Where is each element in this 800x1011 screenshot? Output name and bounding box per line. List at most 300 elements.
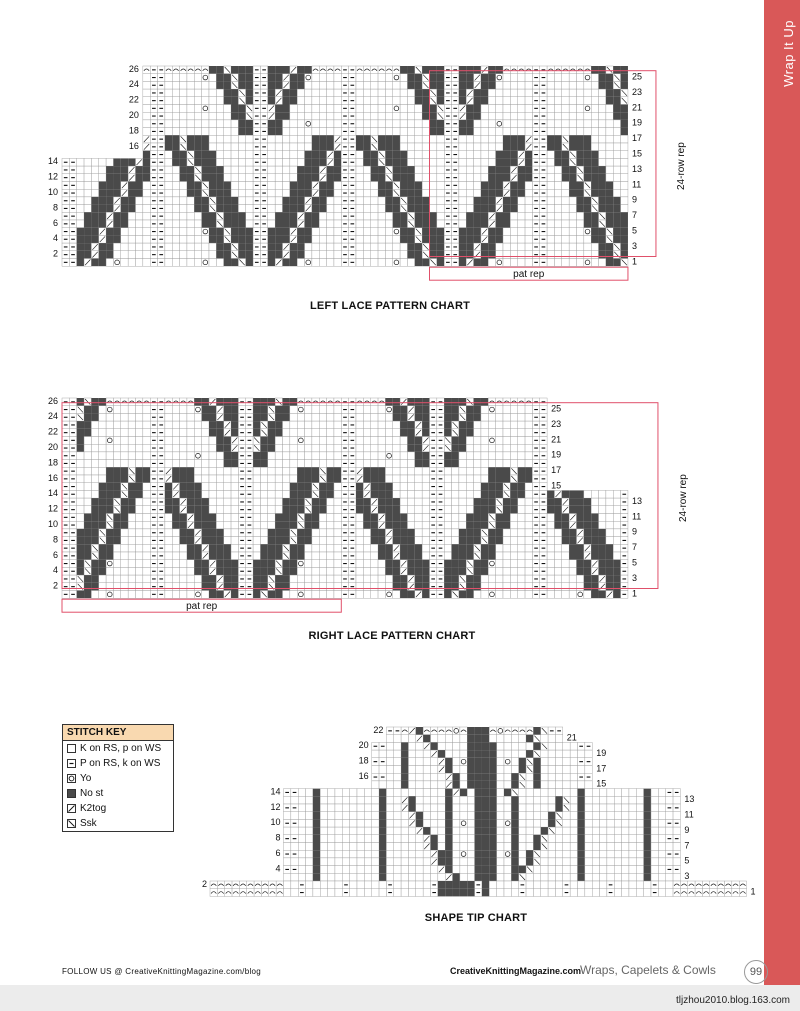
no-stitch-cell [393, 529, 400, 537]
grid-cell [518, 498, 525, 506]
grid-cell [407, 259, 414, 267]
no-stitch-cell [407, 529, 414, 537]
grid-cell [180, 220, 187, 228]
grid-cell [334, 235, 341, 243]
grid-cell [246, 143, 253, 151]
grid-cell [503, 74, 510, 82]
grid-cell [525, 228, 532, 236]
grid-cell [408, 758, 415, 766]
no-stitch-cell [591, 228, 598, 236]
grid-cell [187, 567, 194, 575]
grid-cell [99, 444, 106, 452]
grid-cell [136, 251, 143, 259]
grid-cell [238, 189, 245, 197]
no-stitch-cell [113, 174, 120, 182]
grid-cell [518, 506, 525, 514]
no-stitch-cell [489, 750, 496, 758]
no-stitch-cell [525, 166, 532, 174]
no-stitch-cell [613, 105, 620, 113]
grid-cell [106, 259, 113, 267]
no-stitch-cell [562, 537, 569, 545]
grid-cell [400, 105, 407, 113]
grid-cell [216, 259, 223, 267]
grid-cell [488, 567, 495, 575]
grid-cell [385, 251, 392, 259]
no-stitch-cell [283, 66, 290, 74]
grid-cell [407, 120, 414, 128]
grid-cell [459, 189, 466, 197]
grid-cell [165, 151, 172, 159]
grid-cell [290, 135, 297, 143]
no-stitch-cell [525, 467, 532, 475]
grid-cell [606, 521, 613, 529]
no-stitch-cell [415, 398, 422, 406]
grid-cell [297, 429, 304, 437]
grid-cell [334, 97, 341, 105]
grid-cell [319, 243, 326, 251]
grid-cell [518, 413, 525, 421]
no-stitch-cell [91, 220, 98, 228]
grid-cell [356, 235, 363, 243]
grid-cell [394, 750, 401, 758]
no-stitch-cell [136, 483, 143, 491]
no-stitch-cell [297, 66, 304, 74]
grid-cell [591, 74, 598, 82]
no-stitch-cell [275, 243, 282, 251]
no-stitch-cell [599, 544, 606, 552]
grid-cell [143, 483, 150, 491]
grid-cell [180, 89, 187, 97]
grid-cell [488, 421, 495, 429]
grid-cell [503, 529, 510, 537]
no-stitch-cell [363, 151, 370, 159]
grid-cell [113, 413, 120, 421]
grid-cell [363, 583, 370, 591]
grid-cell [554, 97, 561, 105]
grid-cell [319, 220, 326, 228]
no-stitch-cell [481, 251, 488, 259]
no-stitch-cell [453, 773, 460, 781]
grid-cell [599, 105, 606, 113]
grid-cell [327, 406, 334, 414]
grid-cell [393, 483, 400, 491]
no-stitch-cell [503, 158, 510, 166]
row-label-even: 20 [128, 109, 139, 120]
grid-cell [525, 429, 532, 437]
no-stitch-cell [584, 506, 591, 514]
grid-cell [431, 773, 438, 781]
row-label-even: 6 [52, 549, 58, 560]
grid-cell [319, 544, 326, 552]
grid-cell [91, 452, 98, 460]
no-stitch-cell [99, 212, 106, 220]
grid-cell [172, 66, 179, 74]
grid-cell [525, 452, 532, 460]
no-stitch-cell [415, 560, 422, 568]
grid-cell [437, 135, 444, 143]
no-stitch-cell [591, 220, 598, 228]
grid-cell [459, 498, 466, 506]
grid-cell [305, 251, 312, 259]
grid-cell [459, 212, 466, 220]
grid-cell [187, 259, 194, 267]
no-stitch-cell [231, 259, 238, 267]
grid-cell [327, 429, 334, 437]
grid-cell [496, 398, 503, 406]
no-stitch-cell [378, 475, 385, 483]
grid-cell [562, 544, 569, 552]
grid-cell [569, 591, 576, 599]
grid-cell [371, 89, 378, 97]
no-stitch-cell [84, 529, 91, 537]
grid-cell [474, 437, 481, 445]
grid-cell [283, 166, 290, 174]
grid-cell [577, 112, 584, 120]
grid-cell [312, 228, 319, 236]
grid-cell [143, 212, 150, 220]
grid-cell [511, 727, 518, 735]
grid-cell [84, 475, 91, 483]
no-stitch-cell [599, 81, 606, 89]
no-stitch-cell [459, 437, 466, 445]
grid-cell [128, 514, 135, 522]
grid-cell [283, 135, 290, 143]
grid-cell [504, 742, 511, 750]
no-stitch-cell [606, 189, 613, 197]
grid-cell [363, 460, 370, 468]
grid-cell [606, 105, 613, 113]
grid-cell [525, 591, 532, 599]
no-stitch-cell [459, 537, 466, 545]
grid-cell [356, 529, 363, 537]
grid-cell [444, 483, 451, 491]
no-stitch-cell [510, 483, 517, 491]
grid-cell [460, 727, 467, 735]
no-stitch-cell [363, 498, 370, 506]
no-stitch-cell [510, 135, 517, 143]
grid-cell [216, 135, 223, 143]
grid-cell [518, 444, 525, 452]
grid-cell [422, 135, 429, 143]
no-stitch-cell [136, 182, 143, 190]
no-stitch-cell [202, 567, 209, 575]
no-stitch-cell [613, 560, 620, 568]
grid-cell [165, 205, 172, 213]
grid-cell [393, 112, 400, 120]
no-stitch-cell [297, 189, 304, 197]
grid-cell [283, 467, 290, 475]
no-stitch-cell [481, 398, 488, 406]
no-stitch-cell [474, 97, 481, 105]
grid-cell [584, 490, 591, 498]
no-stitch-cell [91, 406, 98, 414]
grid-cell [172, 452, 179, 460]
grid-cell [187, 128, 194, 136]
no-stitch-cell [275, 521, 282, 529]
grid-cell [459, 197, 466, 205]
no-stitch-cell [584, 514, 591, 522]
grid-cell [334, 220, 341, 228]
grid-cell [459, 475, 466, 483]
grid-cell [319, 212, 326, 220]
no-stitch-cell [305, 235, 312, 243]
no-stitch-cell [577, 197, 584, 205]
no-stitch-cell [475, 766, 482, 774]
no-stitch-cell [569, 552, 576, 560]
no-stitch-cell [202, 529, 209, 537]
grid-cell [187, 398, 194, 406]
no-stitch-cell [503, 498, 510, 506]
no-stitch-cell [371, 151, 378, 159]
grid-cell [453, 758, 460, 766]
no-stitch-cell [253, 406, 260, 414]
grid-cell [393, 444, 400, 452]
grid-cell [621, 174, 628, 182]
grid-cell [128, 575, 135, 583]
no-stitch-cell [466, 74, 473, 82]
grid-cell [613, 166, 620, 174]
grid-cell [518, 112, 525, 120]
no-stitch-cell [400, 158, 407, 166]
grid-cell [84, 182, 91, 190]
grid-cell [496, 105, 503, 113]
no-stitch-cell [305, 66, 312, 74]
grid-cell [113, 552, 120, 560]
grid-cell [437, 174, 444, 182]
grid-cell [143, 205, 150, 213]
grid-cell [488, 259, 495, 267]
grid-cell [525, 205, 532, 213]
no-stitch-cell [407, 182, 414, 190]
no-stitch-cell [385, 483, 392, 491]
grid-cell [334, 74, 341, 82]
no-stitch-cell [489, 742, 496, 750]
grid-cell [312, 259, 319, 267]
grid-cell [363, 529, 370, 537]
grid-cell [283, 189, 290, 197]
grid-cell [393, 66, 400, 74]
no-stitch-cell [216, 81, 223, 89]
grid-cell [407, 151, 414, 159]
grid-cell [363, 575, 370, 583]
no-stitch-cell [467, 750, 474, 758]
no-stitch-cell [231, 97, 238, 105]
grid-cell [488, 89, 495, 97]
grid-cell [511, 758, 518, 766]
grid-cell [283, 444, 290, 452]
grid-cell [562, 128, 569, 136]
no-stitch-cell [385, 552, 392, 560]
grid-cell [319, 81, 326, 89]
no-stitch-cell [466, 105, 473, 113]
grid-cell [268, 166, 275, 174]
no-stitch-cell [268, 398, 275, 406]
grid-cell [466, 467, 473, 475]
no-stitch-cell [231, 105, 238, 113]
no-stitch-cell [99, 544, 106, 552]
grid-cell [356, 413, 363, 421]
grid-cell [363, 220, 370, 228]
shape-tip-grid [190, 722, 760, 907]
grid-cell [275, 452, 282, 460]
grid-cell [437, 212, 444, 220]
grid-cell [172, 182, 179, 190]
no-stitch-cell [121, 212, 128, 220]
grid-cell [172, 128, 179, 136]
no-stitch-cell [430, 228, 437, 236]
no-stitch-cell [621, 128, 628, 136]
no-stitch-cell [415, 189, 422, 197]
grid-cell [319, 406, 326, 414]
grid-cell [275, 143, 282, 151]
no-stitch-cell [216, 398, 223, 406]
grid-cell [510, 583, 517, 591]
grid-cell [518, 514, 525, 522]
no-stitch-cell [496, 521, 503, 529]
grid-cell [312, 74, 319, 82]
grid-cell [165, 97, 172, 105]
grid-cell [496, 413, 503, 421]
grid-cell [371, 251, 378, 259]
no-stitch-cell [275, 429, 282, 437]
grid-cell [408, 742, 415, 750]
grid-cell [172, 220, 179, 228]
grid-cell [415, 529, 422, 537]
grid-cell [180, 197, 187, 205]
grid-cell [231, 143, 238, 151]
grid-cell [459, 483, 466, 491]
grid-cell [554, 575, 561, 583]
no-stitch-cell [202, 143, 209, 151]
grid-cell [393, 243, 400, 251]
no-stitch-cell [297, 552, 304, 560]
grid-cell [84, 444, 91, 452]
grid-cell [91, 460, 98, 468]
no-stitch-cell [415, 220, 422, 228]
no-stitch-cell [187, 498, 194, 506]
no-stitch-cell [194, 514, 201, 522]
no-stitch-cell [99, 506, 106, 514]
pattern-repeat-label: pat rep [513, 269, 545, 281]
grid-cell [496, 81, 503, 89]
grid-cell [613, 128, 620, 136]
grid-cell [187, 212, 194, 220]
no-stitch-cell [591, 151, 598, 159]
no-stitch-cell [194, 544, 201, 552]
grid-cell [503, 575, 510, 583]
grid-cell [113, 460, 120, 468]
grid-cell [415, 506, 422, 514]
grid-cell [452, 475, 459, 483]
grid-cell [77, 475, 84, 483]
no-stitch-cell [400, 235, 407, 243]
grid-cell [165, 128, 172, 136]
no-stitch-cell [378, 182, 385, 190]
grid-cell [180, 189, 187, 197]
grid-cell [172, 205, 179, 213]
grid-cell [525, 552, 532, 560]
grid-cell [253, 490, 260, 498]
grid-cell [356, 89, 363, 97]
grid-cell [481, 143, 488, 151]
no-stitch-cell [305, 182, 312, 190]
no-stitch-cell [385, 544, 392, 552]
grid-cell [407, 158, 414, 166]
grid-cell [209, 128, 216, 136]
no-stitch-cell [172, 135, 179, 143]
grid-cell [143, 66, 150, 74]
no-stitch-cell [591, 537, 598, 545]
no-stitch-cell [283, 514, 290, 522]
grid-cell [77, 220, 84, 228]
no-stitch-cell [297, 251, 304, 259]
grid-cell [562, 567, 569, 575]
grid-cell [165, 583, 172, 591]
grid-cell [416, 773, 423, 781]
grid-cell [327, 521, 334, 529]
grid-cell [400, 97, 407, 105]
grid-cell [121, 243, 128, 251]
no-stitch-cell [385, 398, 392, 406]
grid-cell [591, 135, 598, 143]
row-label-even: 10 [47, 186, 58, 197]
grid-cell [231, 537, 238, 545]
grid-cell [334, 251, 341, 259]
grid-cell [569, 259, 576, 267]
no-stitch-cell [275, 112, 282, 120]
grid-cell [547, 243, 554, 251]
grid-cell [172, 552, 179, 560]
grid-cell [231, 514, 238, 522]
grid-cell [504, 750, 511, 758]
grid-cell [180, 560, 187, 568]
no-stitch-cell [106, 552, 113, 560]
grid-cell [510, 97, 517, 105]
no-stitch-cell [393, 158, 400, 166]
grid-cell [202, 421, 209, 429]
grid-cell [526, 742, 533, 750]
no-stitch-cell [496, 220, 503, 228]
no-stitch-cell [99, 483, 106, 491]
grid-cell [407, 460, 414, 468]
grid-cell [297, 575, 304, 583]
no-stitch-cell [180, 475, 187, 483]
grid-cell [202, 452, 209, 460]
no-stitch-cell [385, 560, 392, 568]
grid-cell [363, 166, 370, 174]
grid-cell [136, 498, 143, 506]
no-stitch-cell [385, 151, 392, 159]
no-stitch-cell [246, 120, 253, 128]
no-stitch-cell [260, 575, 267, 583]
grid-cell [613, 120, 620, 128]
grid-cell [165, 444, 172, 452]
grid-cell [319, 97, 326, 105]
grid-cell [165, 220, 172, 228]
grid-cell [613, 537, 620, 545]
no-stitch-cell [253, 583, 260, 591]
grid-cell [400, 112, 407, 120]
grid-cell [312, 105, 319, 113]
no-stitch-cell [209, 182, 216, 190]
grid-cell [599, 128, 606, 136]
grid-cell [510, 567, 517, 575]
grid-cell [143, 74, 150, 82]
no-stitch-cell [422, 583, 429, 591]
grid-cell [356, 228, 363, 236]
grid-cell [172, 166, 179, 174]
no-stitch-cell [172, 506, 179, 514]
